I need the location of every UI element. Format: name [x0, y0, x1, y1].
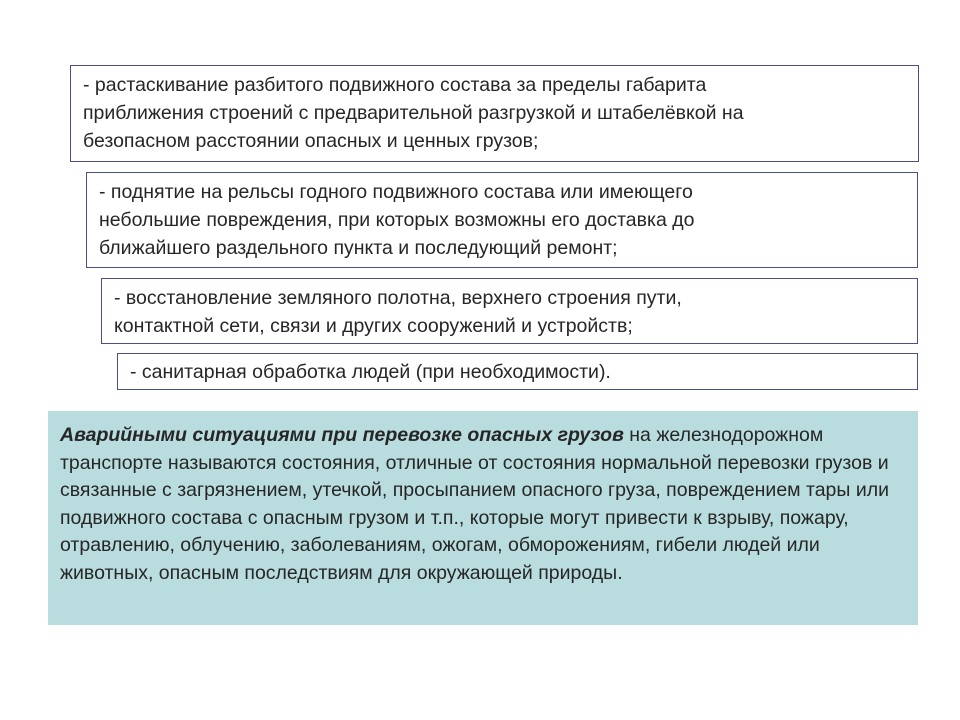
list-item-sanitary-treatment: - санитарная обработка людей (при необходимости). [117, 353, 918, 390]
list-item-infrastructure-restoration: - восстановление земляного полотна, верхнего строения пути, контактной сети, связи и других сооружений и устройств; [101, 278, 918, 344]
list-item-debris-removal: - растаскивание разбитого подвижного состава за пределы габарита приближения строений с предварительной разгрузкой и штабелёвкой на безопасном расстоянии опасных и ценных грузов; [70, 65, 919, 162]
definition-term: Аварийными ситуациями при перевозке опасных грузов [60, 424, 624, 446]
list-item-rerailing: - поднятие на рельсы годного подвижного состава или имеющего небольшие повреждения, при которых возможны его доставка до ближайшего раздельного пункта и последующий ремонт; [86, 172, 918, 268]
definition-block [48, 411, 918, 625]
definition-body: на железнодорожном транспорте называются состояния, отличные от состояния нормальной перевозки грузов и связанные с загрязнением, утечкой, просыпанием опасного груза, повреждением тары или подвижного состава с опасным грузом и т.п., которые могут привести к взрыву, пожару, отравлению, облучению, заболеваниям, ожогам, обморожениям, гибели людей или животных, опасным последствиям для окружающей природы. [60, 424, 889, 584]
